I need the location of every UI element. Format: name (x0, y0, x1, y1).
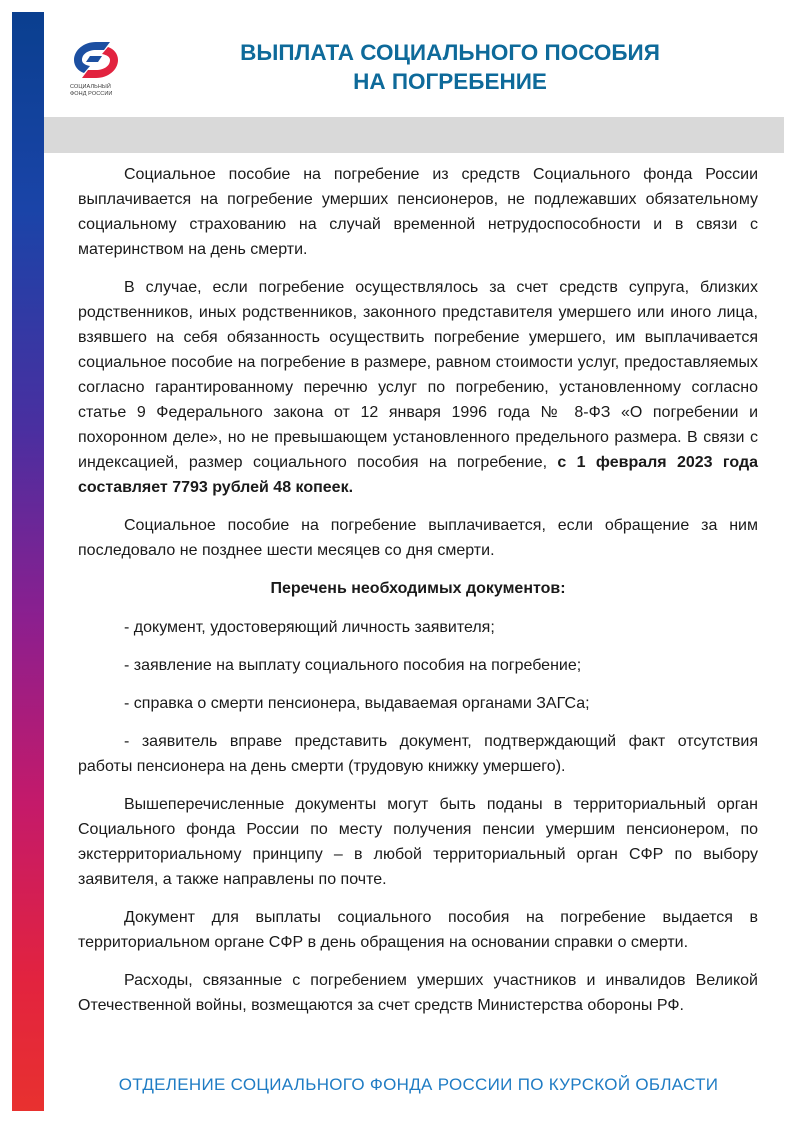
paragraph-2 (78, 275, 758, 500)
footer-organization: ОТДЕЛЕНИЕ СОЦИАЛЬНОГО ФОНДА РОССИИ ПО КУРСКОЙ ОБЛАСТИ (118, 1075, 719, 1094)
page-title (150, 38, 750, 96)
page-title-line2: НА ПОГРЕБЕНИЕ (353, 69, 547, 94)
paragraph-4: Вышеперечисленные документы могут быть поданы в территориальный орган Социального фонда России по месту получения пенсии умершим пенсионером, по экстерриториальному принципу – в любой территориальный орган СФР по выбору заявителя, а также направлены по почте. (78, 796, 758, 888)
header-divider-band (44, 117, 784, 153)
document-item-3: - справка о смерти пенсионера, выдаваемая органами ЗАГСа; (124, 695, 590, 712)
logo-caption-line1: СОЦИАЛЬНЫЙ (70, 84, 111, 90)
paragraph-3: Социальное пособие на погребение выплачивается, если обращение за ним последовало не позднее шести месяцев со дня смерти. (78, 517, 758, 559)
document-item-4: - заявитель вправе представить документ, подтверждающий факт отсутствия работы пенсионера на день смерти (трудовую книжку умершего). (78, 733, 758, 775)
paragraph-2-text: В случае, если погребение осуществлялось за счет средств супруга, близких родственников, иных родственников, законного представителя умершего или иного лица, взявшего на себя обязанность осуществить погребение умершего, им выплачивается социальное пособие на погребение в размере, равном стоимости услуг, предоставляемых согласно гарантированному перечню услуг по погребению, установленному согласно статье 9 Федерального закона от 12 января 1996 года № 8-ФЗ «О погребении и похоронном деле», но не превышающем установленного предельного размера. В связи с индексацией, размер социального пособия на погребение, (78, 279, 758, 471)
document-body (78, 162, 758, 1031)
logo-caption (70, 84, 140, 97)
document-item-1: - документ, удостоверяющий личность заявителя; (124, 619, 495, 636)
documents-heading: Перечень необходимых документов: (270, 580, 566, 597)
decorative-side-bar (12, 12, 44, 1111)
paragraph-6: Расходы, связанные с погребением умерших участников и инвалидов Великой Отечественной войны, возмещаются за счет средств Министерства обороны РФ. (78, 972, 758, 1014)
logo-caption-line2: ФОНД РОССИИ (70, 90, 113, 97)
page-title-line1: ВЫПЛАТА СОЦИАЛЬНОГО ПОСОБИЯ (240, 40, 660, 65)
document-item-2: - заявление на выплату социального пособия на погребение; (124, 657, 582, 674)
paragraph-5: Документ для выплаты социального пособия на погребение выдается в территориальном органе СФР в день обращения на основании справки о смерти. (78, 909, 758, 951)
paragraph-1: Социальное пособие на погребение из средств Социального фонда России выплачивается на погребение умерших пенсионеров, не подлежавших обязательному социальному страхованию на случай временной нетрудоспособности и в связи с материнством на день смерти. (78, 166, 758, 258)
sfr-logo-icon (66, 36, 126, 84)
paragraph-2-bold: с 1 февраля 2023 года составляет 7793 рублей 48 копеек. (78, 454, 758, 496)
